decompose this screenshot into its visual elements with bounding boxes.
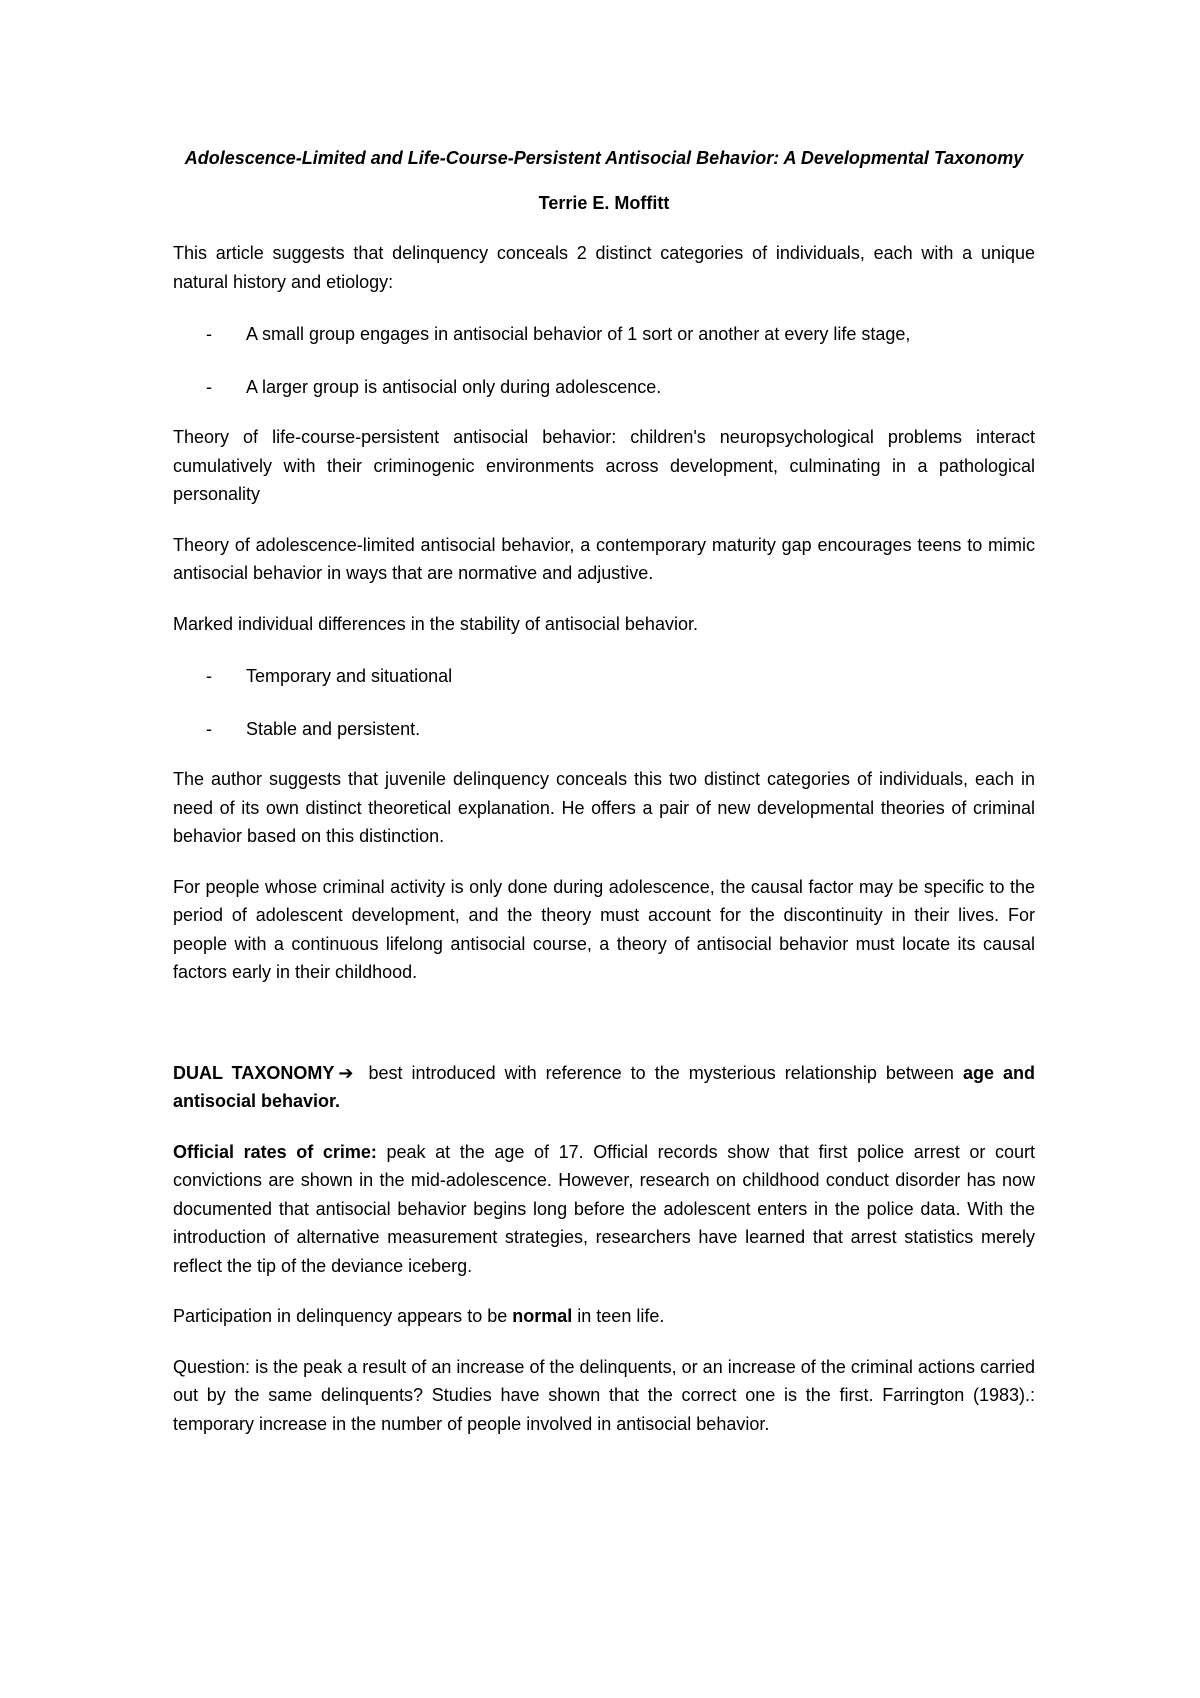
differences-paragraph: Marked individual differences in the stability of antisocial behavior.: [173, 613, 698, 634]
dash-marker: -: [206, 718, 212, 739]
dual-taxonomy-bold-tail: age and antisocial behavior.: [173, 1062, 1035, 1111]
document-title: Adolescence-Limited and Life-Course-Persistent Antisocial Behavior: A Developmental Taxonomy: [184, 148, 1024, 168]
document-content: [173, 144, 1035, 1438]
document-author: Terrie E. Moffitt: [538, 192, 670, 213]
theory-al-paragraph: Theory of adolescence-limited antisocial behavior, a contemporary maturity gap encourages teens to mimic antisocial behavior in ways that are normative and adjustive.: [173, 534, 1035, 583]
participation-before: Participation in delinquency appears to be: [173, 1306, 508, 1326]
participation-paragraph: [173, 1302, 1035, 1331]
arrow-right-icon: ➔: [338, 1062, 354, 1083]
bullet-text: Stable and persistent.: [246, 718, 421, 739]
list-item: [173, 715, 1035, 744]
author-suggests-paragraph: The author suggests that juvenile delinquency conceals this two distinct categories of individuals, each in need of its own distinct theoretical explanation. He offers a pair of new developmental theories of criminal behavior based on this distinction.: [173, 769, 1035, 846]
bullet-text: Temporary and situational: [246, 666, 453, 686]
differences-bullet-list: [173, 662, 1035, 743]
theory-lcp-paragraph: Theory of life-course-persistent antisocial behavior: children's neuropsychological problems interact cumulatively with their criminogenic environments across development, culminating in a pathological personality: [173, 427, 1035, 504]
bullet-text: A small group engages in antisocial behavior of 1 sort or another at every life stage,: [246, 324, 911, 344]
participation-bold: normal: [512, 1306, 573, 1326]
dash-marker: -: [206, 376, 212, 397]
dash-marker: -: [206, 324, 212, 344]
dash-marker: -: [206, 666, 212, 686]
intro-bullet-list: [173, 320, 1035, 401]
list-item: [173, 662, 1035, 691]
intro-paragraph: This article suggests that delinquency conceals 2 distinct categories of individuals, each with a unique natural history and etiology:: [173, 243, 1035, 292]
dual-taxonomy-paragraph: [173, 1059, 1035, 1116]
dual-taxonomy-heading: DUAL TAXONOMY: [173, 1062, 335, 1083]
list-item: [173, 373, 1035, 402]
question-paragraph: [173, 1353, 1035, 1439]
question-text: : is the peak a result of an increase of the delinquents, or an increase of the criminal actions carried out by the same delinquents? Studies have shown that the correct one is the first. Farrington (1983).: temporary increase in the number of people involved in antisocial behavior.: [173, 1356, 1035, 1434]
bullet-text: A larger group is antisocial only during adolescence.: [246, 376, 662, 397]
official-rates-paragraph: [173, 1138, 1035, 1281]
list-item: [173, 320, 1035, 349]
official-rates-label: Official rates of crime:: [173, 1141, 377, 1162]
participation-after: in teen life.: [577, 1306, 665, 1326]
dual-taxonomy-text: best introduced with reference to the mysterious relationship between: [368, 1062, 954, 1083]
people-paragraph: For people whose criminal activity is only done during adolescence, the causal factor may be specific to the period of adolescent development, and the theory must account for the discontinuity in their lives. For people with a continuous lifelong antisocial course, a theory of antisocial behavior must locate its causal factors early in their childhood.: [173, 876, 1035, 982]
official-rates-text: peak at the age of 17. Official records show that first police arrest or court convictions are shown in the mid-adolescence. However, research on childhood conduct disorder has now documented that antisocial behavior begins long before the adolescent enters in the police data. With the introduction of alternative measurement strategies, researchers have learned that arrest statistics merely reflect the tip of the deviance iceberg.: [173, 1141, 1035, 1276]
question-label: Question: [173, 1356, 246, 1377]
